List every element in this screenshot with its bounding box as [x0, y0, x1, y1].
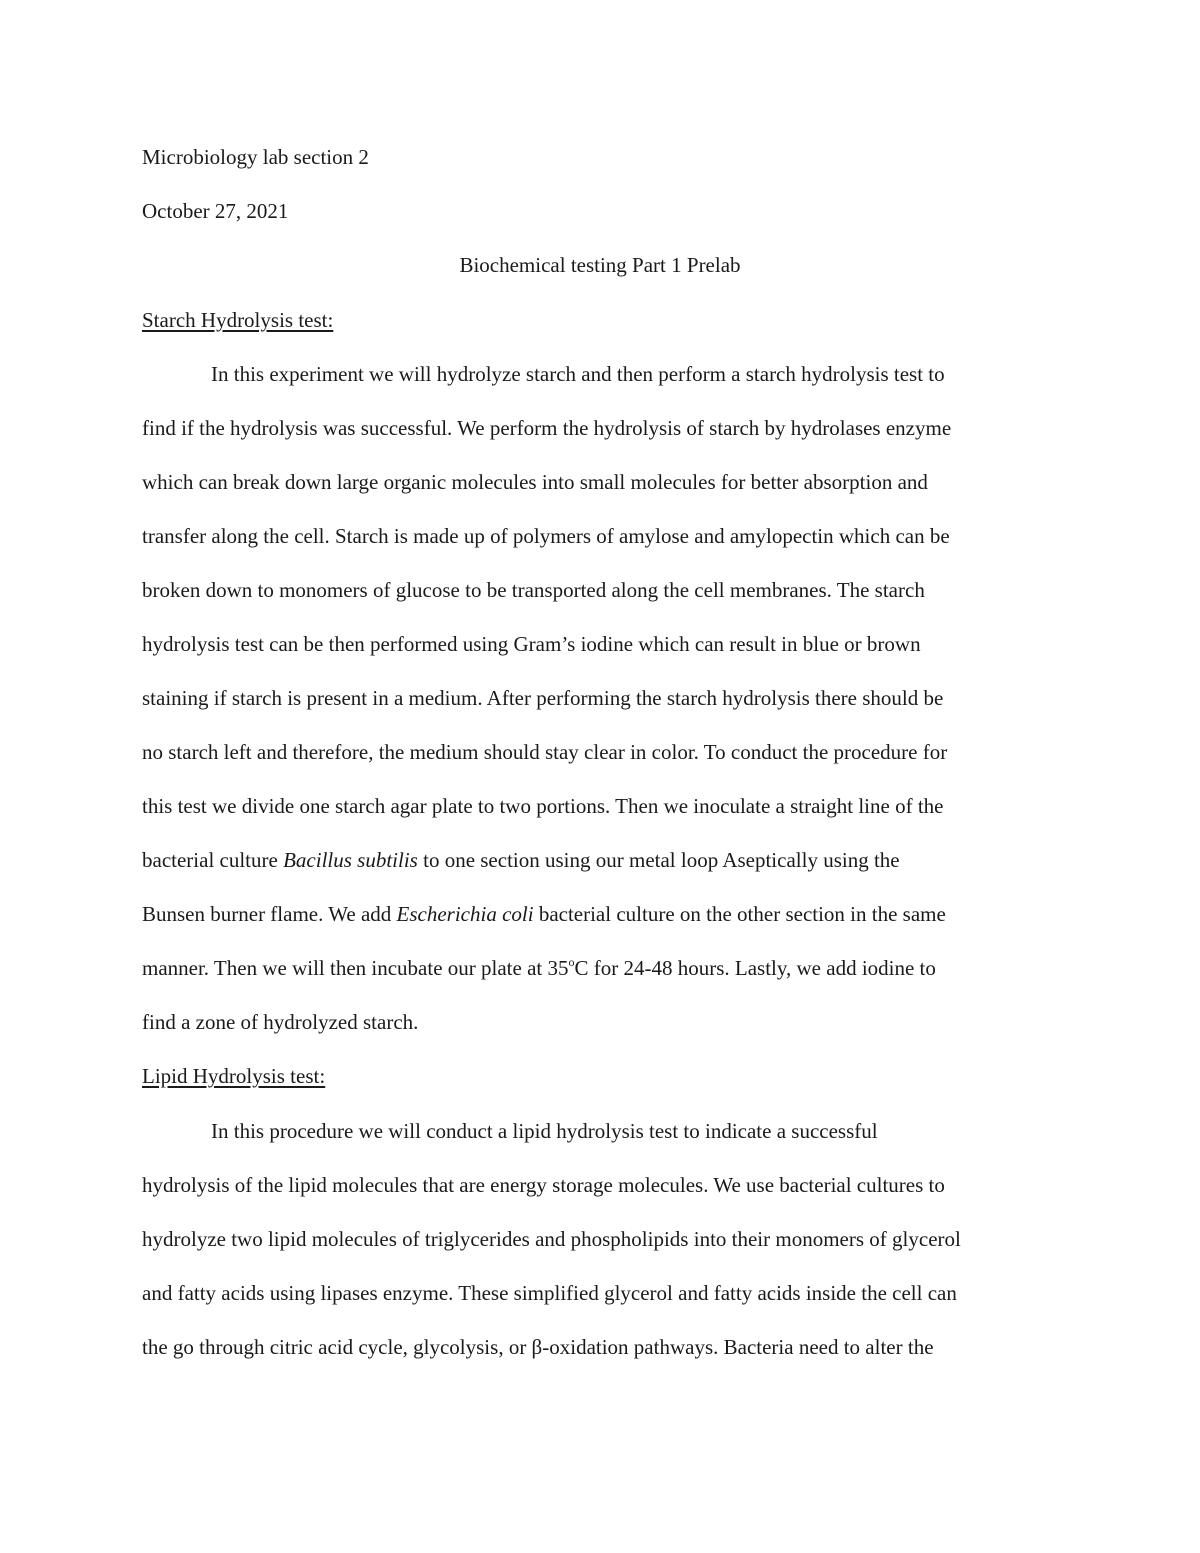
course-line: Microbiology lab section 2 — [142, 145, 369, 169]
paragraph-line: find a zone of hydrolyzed starch. — [142, 1010, 419, 1034]
paragraph-line: In this experiment we will hydrolyze starch and then perform a starch hydrolysis test to — [211, 362, 945, 386]
species-name-italic: Escherichia coli — [396, 902, 534, 926]
text-run: bacterial culture on the other section in the same — [533, 902, 946, 926]
paragraph-line: staining if starch is present in a medium. After performing the starch hydrolysis there should be — [142, 686, 944, 710]
paragraph-line: this test we divide one starch agar plate to two portions. Then we inoculate a straight line of the — [142, 794, 944, 818]
starch-section-heading: Starch Hydrolysis test: — [142, 308, 334, 332]
paragraph-line: In this procedure we will conduct a lipid hydrolysis test to indicate a successful — [211, 1119, 878, 1143]
text-run: Bunsen burner flame. We add — [142, 902, 397, 926]
date-line: October 27, 2021 — [142, 199, 289, 223]
paragraph-line: hydrolysis of the lipid molecules that are energy storage molecules. We use bacterial cultures to — [142, 1173, 945, 1197]
paragraph-line: hydrolysis test can be then performed using Gram’s iodine which can result in blue or brown — [142, 632, 921, 656]
paragraph-line — [142, 956, 936, 980]
text-run: to one section using our metal loop Aseptically using the — [417, 848, 900, 872]
paragraph-line — [142, 902, 946, 926]
paragraph-line — [142, 848, 900, 872]
degree-superscript: o — [568, 955, 575, 969]
lipid-section-heading: Lipid Hydrolysis test: — [142, 1064, 326, 1088]
paragraph-line: the go through citric acid cycle, glycolysis, or β-oxidation pathways. Bacteria need to alter the — [142, 1335, 934, 1359]
paragraph-line: which can break down large organic molecules into small molecules for better absorption and — [142, 470, 928, 494]
species-name-italic: Bacillus subtilis — [283, 848, 418, 872]
document-title: Biochemical testing Part 1 Prelab — [459, 253, 741, 277]
paragraph-line: broken down to monomers of glucose to be transported along the cell membranes. The starch — [142, 578, 925, 602]
text-run: C for 24-48 hours. Lastly, we add iodine to — [574, 956, 936, 980]
paragraph-line: transfer along the cell. Starch is made up of polymers of amylose and amylopectin which can be — [142, 524, 950, 548]
paragraph-line: find if the hydrolysis was successful. We perform the hydrolysis of starch by hydrolases enzyme — [142, 416, 952, 440]
paragraph-line: and fatty acids using lipases enzyme. These simplified glycerol and fatty acids inside the cell can — [142, 1281, 957, 1305]
text-run: manner. Then we will then incubate our plate at 35 — [142, 956, 569, 980]
paragraph-line: hydrolyze two lipid molecules of triglycerides and phospholipids into their monomers of glycerol — [142, 1227, 961, 1251]
paragraph-line: no starch left and therefore, the medium should stay clear in color. To conduct the procedure for — [142, 740, 948, 764]
text-run: bacterial culture — [142, 848, 284, 872]
